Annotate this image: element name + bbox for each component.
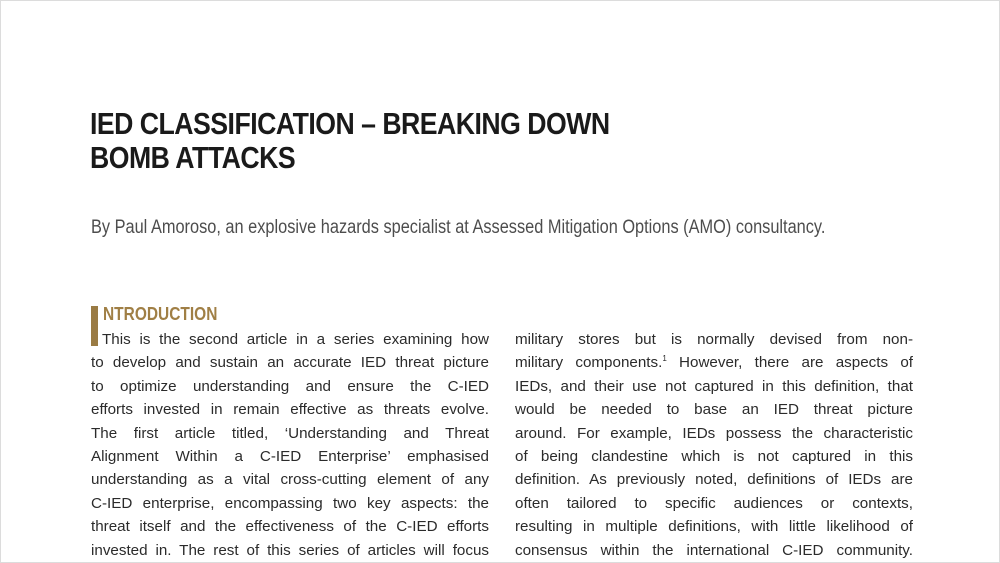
right-line-8: often tailored to specific audiences or contexts,	[515, 494, 913, 512]
right-line-2-end: However, there are aspects of	[666, 354, 913, 372]
left-line-1: This is the second article in a series examining how	[102, 331, 489, 348]
right-line-3: IEDs, and their use not captured in this definition, that	[515, 377, 913, 395]
left-line-6: Alignment Within a C-IED Enterprise’ emphasised	[91, 447, 489, 465]
right-line-5: around. For example, IEDs possess the characteristic	[515, 424, 913, 442]
left-line-8: C-IED enterprise, encompassing two key aspects: the	[91, 494, 489, 512]
footnote-reference[interactable]: 1	[662, 354, 667, 364]
right-line-2	[515, 351, 913, 374]
left-line-5: The first article titled, ‘Understanding and Threat	[91, 424, 489, 442]
right-column	[515, 328, 913, 562]
article-title-line-2: BOMB ATTACKS	[90, 140, 296, 175]
right-line-4: would be needed to base an IED threat picture	[515, 401, 913, 419]
article-title	[90, 107, 610, 175]
left-line-4: efforts invested in remain effective as threats evolve.	[91, 401, 489, 419]
left-column	[91, 328, 489, 562]
right-line-6: of being clandestine which is not captured in this	[515, 447, 913, 465]
right-line-2-start: military components.	[515, 354, 663, 372]
right-line-7: definition. As previously noted, definitions of IEDs are	[515, 471, 913, 489]
article-title-line-1: IED CLASSIFICATION – BREAKING DOWN	[90, 106, 610, 141]
right-line-10: consensus within the international C-IED community.	[515, 541, 913, 559]
right-line-1: military stores but is normally devised from non-	[515, 331, 913, 348]
left-line-2: to develop and sustain an accurate IED threat picture	[91, 354, 489, 372]
section-heading-introduction: NTRODUCTION	[103, 304, 218, 324]
left-line-9: threat itself and the effectiveness of the C-IED efforts	[91, 518, 489, 536]
right-line-9: resulting in multiple definitions, with little likelihood of	[515, 518, 913, 536]
left-line-7: understanding as a vital cross-cutting element of any	[91, 471, 489, 489]
left-line-3: to optimize understanding and ensure the C-IED	[91, 377, 489, 395]
left-line-10: invested in. The rest of this series of articles will focus	[91, 541, 489, 559]
author-byline: By Paul Amoroso, an explosive hazards specialist at Assessed Mitigation Options (AMO) consultancy.	[91, 217, 826, 238]
